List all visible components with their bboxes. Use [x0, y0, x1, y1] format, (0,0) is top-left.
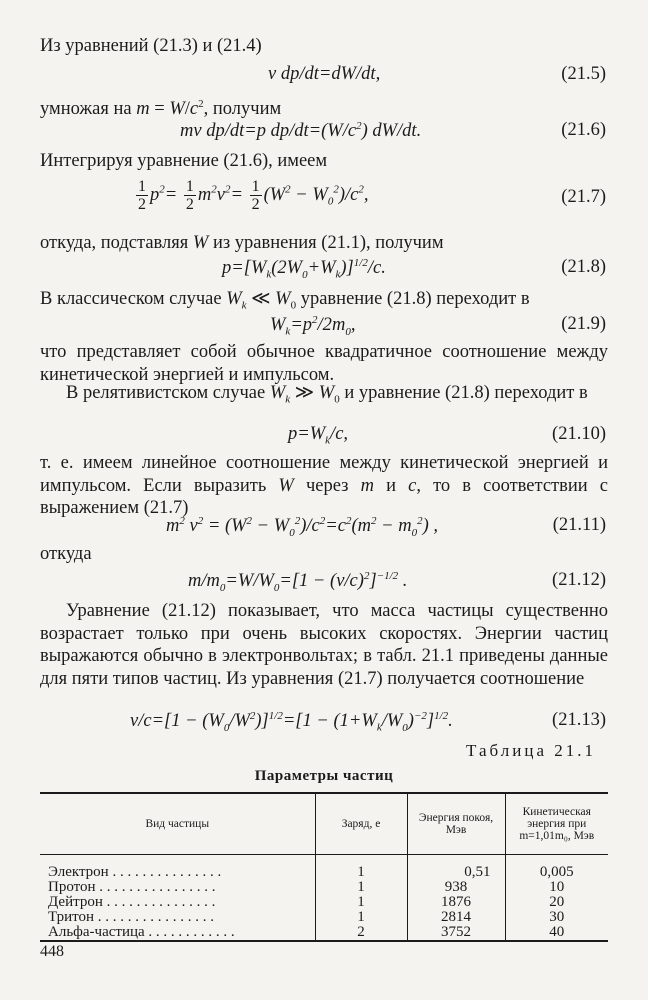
equation-21-8-formula: $p=[W_k(2W_0+W_k)]^{1/2}/c$.	[222, 257, 386, 281]
text-paragraph-7: В релятивистском случае $W_k$ ≫ $W_0$ и уравнение (21.8) переходит в	[66, 383, 588, 406]
cell-charge: 1	[315, 910, 407, 925]
equation-number: (21.12)	[552, 570, 606, 590]
table-row	[40, 895, 608, 910]
text-line-2: умножая на $m = W/c^2$, получим	[40, 98, 282, 120]
table-label: Таблица 21.1	[466, 741, 596, 760]
equation-21-7	[40, 178, 608, 222]
equation-21-12	[40, 570, 608, 598]
cell-rest-energy: 2814	[407, 910, 505, 925]
header-particle-type: Вид частицы	[145, 818, 210, 830]
cell-particle: Протон . . . . . . . . . . . . . . . .	[48, 879, 216, 895]
equation-number: (21.5)	[561, 64, 606, 84]
text-line-5: В классическом случае $W_k$ ≪ $W_0$ уравнение (21.8) переходит в	[40, 289, 530, 312]
cell-particle: Альфа-частица . . . . . . . . . . . .	[40, 925, 315, 941]
equation-21-11	[40, 515, 608, 543]
text-line-4: откуда, подставляя W из уравнения (21.1), получим	[40, 233, 444, 253]
equation-21-5	[40, 64, 608, 92]
cell-kinetic-energy: 0,005	[505, 855, 608, 881]
cell-particle: Дейтрон . . . . . . . . . . . . . . .	[48, 894, 216, 910]
cell-rest-energy: 3752	[407, 925, 505, 941]
text-line-9: откуда	[40, 544, 92, 564]
equation-number: (21.8)	[561, 257, 606, 277]
table-row	[40, 910, 608, 925]
cell-particle: Тритон . . . . . . . . . . . . . . . .	[48, 909, 215, 925]
cell-kinetic-energy: 30	[505, 910, 608, 925]
cell-charge: 1	[315, 880, 407, 895]
table-row	[40, 880, 608, 895]
text-paragraph-10: Уравнение (21.12) показывает, что масса частицы существенно возрастает только при очень высоких скоростях. Энергии частиц выражаются обычно в электронвольтах; в табл. 21.1 приведены данные для пяти типов частиц. Из уравнения (21.7) получается соотношение	[40, 601, 608, 689]
table-title: Параметры частиц	[254, 768, 394, 784]
text-line-1: Из уравнений (21.3) и (21.4)	[40, 36, 262, 56]
particles-table	[40, 792, 608, 942]
cell-kinetic-energy: 20	[505, 895, 608, 910]
equation-21-5-formula: v dp/dt=dW/dt,	[268, 64, 381, 84]
equation-number: (21.13)	[552, 710, 606, 730]
equation-number: (21.10)	[552, 424, 606, 444]
cell-rest-energy: 1876	[407, 895, 505, 910]
equation-21-13-formula: $v/c=[1 - (W_0/W^2)]^{1/2}=[1 - (1+W_k/W_0)^{-2}]^{1/2}$.	[130, 710, 453, 734]
header-rest-energy: Энергия покоя, Мэв	[407, 793, 505, 855]
equation-21-10-formula: $p=W_k/c$,	[288, 424, 349, 447]
equation-21-7-formula: $\frac{1}{2}$ $p^2=$ $\frac{1}{2}$ $m^2v^2=$ $\frac{1}{2}$ $(W^2 - W_0^2)/c^2$,	[138, 178, 369, 213]
text-line-3: Интегрируя уравнение (21.6), имеем	[40, 151, 328, 171]
text-paragraph-6: что представляет собой обычное квадратичное соотношение между кинетической энергией и импульсом.	[40, 342, 608, 385]
equation-number: (21.11)	[552, 515, 606, 535]
table-header-row	[40, 793, 608, 855]
equation-21-9	[40, 314, 608, 342]
equation-number: (21.6)	[561, 120, 606, 140]
cell-charge: 1	[315, 855, 407, 881]
equation-21-6	[40, 120, 608, 148]
equation-21-12-formula: $m/m_0=W/W_0=[1 - (v/c)^2]^{-1/2}$ .	[188, 570, 408, 594]
text-paragraph-8: т. е. имеем линейное соотношение между кинетической энергией и импульсом. Если выразить W через m и c, то в соответствии с выражением (21.7)	[40, 453, 608, 518]
cell-rest-energy: 0,51	[407, 855, 505, 881]
cell-particle: Электрон . . . . . . . . . . . . . . .	[48, 864, 222, 880]
equation-21-9-formula: $W_k=p^2/2m_0$,	[270, 314, 356, 338]
equation-21-8	[40, 257, 608, 285]
equation-21-11-formula: $m^2$ $v^2 = (W^2 - W_0^2)/c^2=c^2(m^2 - m_0^2)$ ,	[166, 515, 439, 539]
equation-number: (21.9)	[561, 314, 606, 334]
cell-rest-energy: 938	[407, 880, 505, 895]
page-number: 448	[40, 943, 64, 960]
table-row	[40, 925, 608, 941]
equation-21-13	[40, 710, 608, 738]
header-charge: Заряд, e	[315, 793, 407, 855]
header-kinetic-energy: Кинетическая энергия при m=1,01m₀, Мэв	[505, 793, 608, 855]
equation-21-10	[40, 424, 608, 452]
cell-kinetic-energy: 10	[505, 880, 608, 895]
equation-number: (21.7)	[561, 187, 606, 207]
table-row	[40, 855, 608, 881]
cell-charge: 1	[315, 895, 407, 910]
equation-21-6-formula: mv dp/dt=p $dp/dt=(W/c^2)$ dW/dt.	[180, 120, 422, 142]
cell-kinetic-energy: 40	[505, 925, 608, 941]
cell-charge: 2	[315, 925, 407, 941]
